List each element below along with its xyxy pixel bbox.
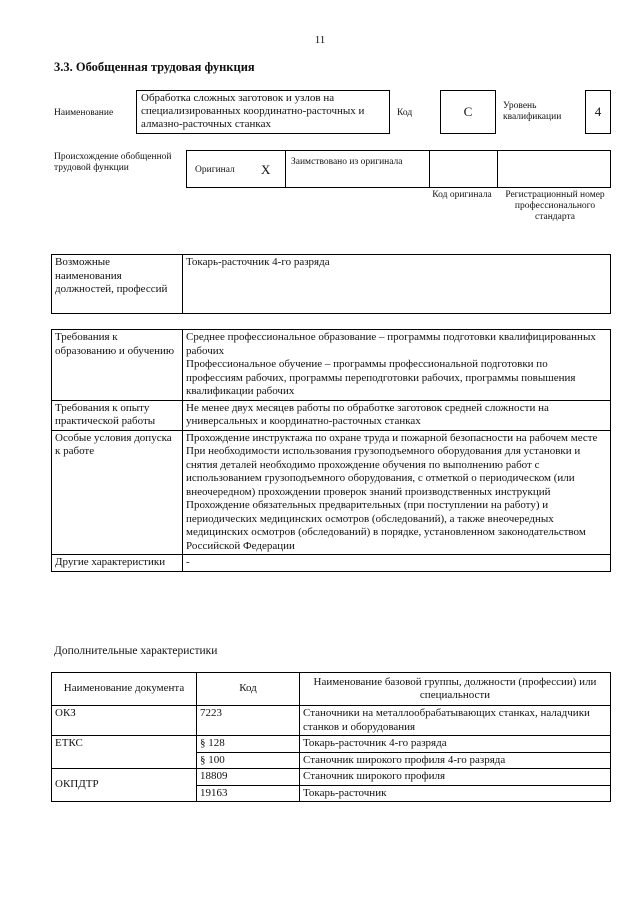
positions-table bbox=[51, 254, 611, 314]
origin-box bbox=[186, 150, 611, 188]
header-doc: Наименование документа bbox=[52, 673, 197, 706]
etks-name: Токарь-расточник 4-го разряда bbox=[300, 736, 611, 753]
page-number: 11 bbox=[314, 34, 326, 46]
name-value: Обработка сложных заготовок и узлов на специализированных координатно-расточных и алмазно-расточных станках bbox=[136, 90, 390, 134]
etks-code: § 128 bbox=[197, 736, 300, 753]
req-row-other bbox=[52, 555, 611, 572]
table-row bbox=[52, 736, 611, 753]
req-row-education bbox=[52, 330, 611, 401]
req-label: Требования к образованию и обучению bbox=[52, 330, 183, 401]
level-value: 4 bbox=[585, 90, 611, 134]
req-label: Другие характеристики bbox=[52, 555, 183, 572]
level-label: Уровень квалификации bbox=[503, 101, 562, 122]
okz-doc: ОКЗ bbox=[52, 706, 197, 736]
reg-number-caption: Регистрационный номер профессионального стандарта bbox=[505, 190, 605, 222]
okpdtr-name: Станочник широкого профиля bbox=[300, 769, 611, 786]
positions-label: Возможные наименования должностей, профессий bbox=[52, 255, 183, 314]
etks-name: Станочник широкого профиля 4-го разряда bbox=[300, 752, 611, 769]
req-value: Не менее двух месяцев работы по обработке заготовок средней сложности на универсальных и координатно-расточных станках bbox=[183, 400, 611, 430]
table-row bbox=[52, 706, 611, 736]
table-row bbox=[52, 769, 611, 786]
header-code: Код bbox=[197, 673, 300, 706]
req-value: Прохождение инструктажа по охране труда и пожарной безопасности на рабочем месте При необходимости использования грузоподъемного оборудования для установки и снятия деталей необходимо прохождение обучения по выполнению работ с использованием грузоподъемного оборудования, с отметкой о периодическом (или внеочередном) прохождении проверок знаний производственных инструкций Прохождение обязательных предварительных (при поступлении на работу) и периодических медицинских осмотров (обследований), а также внеочередных медицинских осмотров (обследований) в порядке, установленном законодательством Российской Федерации bbox=[183, 430, 611, 555]
name-label: Наименование bbox=[54, 108, 114, 118]
okpdtr-code: 18809 bbox=[197, 769, 300, 786]
origin-label: Происхождение обобщенной трудовой функции bbox=[54, 152, 172, 173]
original-mark: X bbox=[261, 162, 271, 177]
req-label: Особые условия допуска к работе bbox=[52, 430, 183, 555]
original-label: Оригинал bbox=[195, 165, 235, 175]
borrowed-label: Заимствовано из оригинала bbox=[291, 157, 403, 167]
etks-doc: ЕТКС bbox=[52, 736, 197, 769]
header-name: Наименование базовой группы, должности (профессии) или специальности bbox=[300, 673, 611, 706]
req-row-conditions bbox=[52, 430, 611, 555]
positions-value: Токарь-расточник 4-го разряда bbox=[183, 255, 611, 314]
okpdtr-name: Токарь-расточник bbox=[300, 785, 611, 802]
req-value: Среднее профессиональное образование – программы подготовки квалифицированных рабочих Профессиональное обучение – программы профессиональной подготовки по профессиям рабочих, программы переподготовки рабочих, программы повышения квалификации рабочих bbox=[183, 330, 611, 401]
okpdtr-doc: ОКПДТР bbox=[52, 769, 197, 802]
code-original-caption: Код оригинала bbox=[432, 190, 492, 200]
requirements-table bbox=[51, 329, 611, 572]
req-row-experience bbox=[52, 400, 611, 430]
req-value: - bbox=[183, 555, 611, 572]
section-title: 3.3. Обобщенная трудовая функция bbox=[54, 60, 255, 74]
req-label: Требования к опыту практической работы bbox=[52, 400, 183, 430]
okz-code: 7223 bbox=[197, 706, 300, 736]
additional-table bbox=[51, 672, 611, 802]
additional-title: Дополнительные характеристики bbox=[54, 645, 218, 657]
code-label: Код bbox=[397, 108, 413, 118]
okz-name: Станочники на металлообрабатывающих станках, наладчики станков и оборудования bbox=[300, 706, 611, 736]
code-value: C bbox=[440, 90, 496, 134]
okpdtr-code: 19163 bbox=[197, 785, 300, 802]
etks-code: § 100 bbox=[197, 752, 300, 769]
